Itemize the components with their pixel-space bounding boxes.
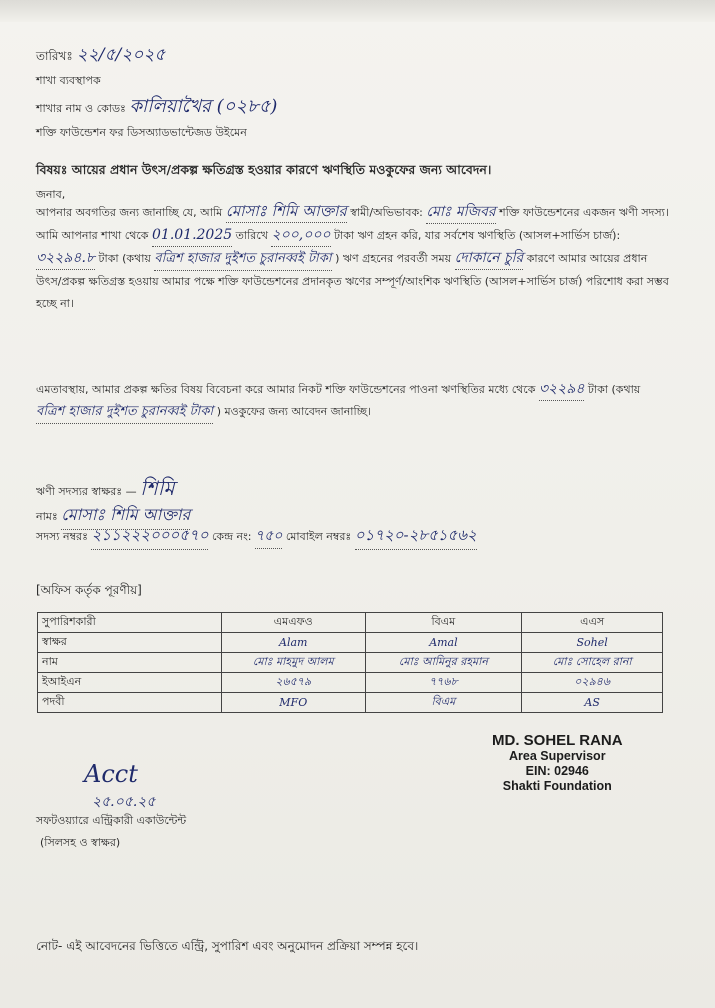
guardian-name: মোঃ মজিবর bbox=[426, 201, 495, 224]
p2-text-a: এমতাবস্থায়, আমার প্রকল্প ক্ষতির বিষয় বিবেচনা করে আমার নিকট শক্তি ফাউন্ডেশনের পাওনা ঋণস্থিতির মধ্যে থেকে bbox=[36, 383, 536, 396]
row-label: পদবী bbox=[38, 693, 222, 713]
branch-line bbox=[36, 92, 277, 123]
accountant-signature: Acct bbox=[84, 760, 138, 788]
stamp-ein: EIN: 02946 bbox=[525, 764, 589, 778]
manager-line: শাখা ব্যবস্থাপক bbox=[36, 74, 101, 87]
accountant-date: ২৫.০৫.২৫ bbox=[92, 794, 156, 810]
area-supervisor-stamp bbox=[492, 732, 623, 794]
body-paragraph-1 bbox=[36, 200, 676, 315]
table-row bbox=[38, 653, 663, 673]
table-cell: মোঃ আমিনুর রহমান bbox=[365, 653, 522, 673]
member-signature-label: ঋণী সদস্যর স্বাক্ষরঃ — bbox=[36, 485, 137, 498]
table-row bbox=[38, 693, 663, 713]
stamp-title: Area Supervisor bbox=[508, 749, 606, 763]
org-line: শক্তি ফাউন্ডেশন ফর ডিসঅ্যাডভান্টেজড উইমেন bbox=[36, 126, 247, 139]
stamp-name: MD. SOHEL RANA bbox=[492, 732, 623, 749]
table-cell: মোঃ মাহমুদ আলম bbox=[222, 653, 366, 673]
table-cell: মোঃ সোহেল রানা bbox=[522, 653, 663, 673]
p1-text-e: টাকা ঋণ গ্রহন করি, যার সর্বশেষ ঋণস্থিতি (আসল+সার্ভিস চার্জ): bbox=[334, 229, 621, 242]
table-cell: Sohel bbox=[522, 633, 663, 653]
p1-text-c: শক্তি ফাউন্ডেশনের একজন ঋণী সদস্য। আমি আপনার শাখা থেকে bbox=[36, 206, 669, 242]
table-cell: MFO bbox=[222, 693, 366, 713]
office-table bbox=[37, 612, 663, 713]
subject: বিষয়ঃ আয়ের প্রধান উৎস/প্রকল্প ক্ষতিগ্রস্ত হওয়ার কারণে ঋণস্থিতি মওকুফের জন্য আবেদন। bbox=[36, 162, 492, 177]
waive-words: বত্রিশ হাজার দুইশত চুরানব্বই টাকা bbox=[36, 401, 213, 424]
table-cell: বিএম bbox=[365, 693, 522, 713]
salutation: জনাব, bbox=[36, 188, 66, 201]
table-header-row bbox=[38, 613, 663, 633]
table-header-cell: এমএফও bbox=[222, 613, 366, 633]
stamp-org: Shakti Foundation bbox=[502, 779, 612, 793]
member-id-line bbox=[36, 524, 477, 550]
table-cell: Amal bbox=[365, 633, 522, 653]
loan-amount: ২০০,০০০ bbox=[271, 224, 330, 247]
table-cell: ৭৭৬৮ bbox=[365, 673, 522, 693]
accountant-title: সফটওয়্যারে এন্ট্রিকারী একাউন্টেন্ট bbox=[36, 814, 187, 827]
table-cell: Alam bbox=[222, 633, 366, 653]
accountant-note: (সিলসহ ও স্বাক্ষর) bbox=[40, 836, 121, 849]
p1-text-b: স্বামী/অভিভাবক: bbox=[350, 206, 423, 219]
member-signature: শিমি bbox=[140, 476, 175, 500]
table-cell: AS bbox=[522, 693, 663, 713]
body-paragraph-2 bbox=[36, 378, 676, 424]
mobile-number: ০১৭২০-২৮৫১৫৬২ bbox=[355, 524, 477, 550]
p1-text-g: ) ঋণ গ্রহনের পরবর্তী সময় bbox=[335, 252, 452, 265]
p1-text-f: টাকা (কথায় bbox=[98, 252, 151, 265]
center-number: ৭৫০ bbox=[255, 524, 282, 549]
table-header-cell: এএস bbox=[522, 613, 663, 633]
footnote: নোট- এই আবেদনের ভিত্তিতে এন্ট্রি, সুপারিশ এবং অনুমোদন প্রক্রিয়া সম্পন্ন হবে। bbox=[36, 939, 419, 953]
paper-fold-shadow bbox=[0, 0, 715, 22]
loan-balance: ৩২২৯৪.৮ bbox=[36, 247, 95, 270]
date-value: ২২/৫/২০২৫ bbox=[76, 45, 166, 65]
row-label: ইআইএন bbox=[38, 673, 222, 693]
p2-text-b: টাকা (কথায় bbox=[587, 383, 641, 396]
p2-text-c: ) মওকুফের জন্য আবেদন জানাচ্ছি। bbox=[216, 405, 371, 418]
center-label: কেন্দ্র নং: bbox=[211, 530, 252, 543]
damage-reason: দোকানে চুরি bbox=[455, 247, 524, 270]
p1-text-d: তারিখে bbox=[235, 229, 268, 242]
table-row bbox=[38, 633, 663, 653]
member-name: মোসাঃ শিমি আক্তার bbox=[61, 502, 190, 530]
waive-amount: ৩২২৯৪ bbox=[539, 378, 584, 401]
row-label: স্বাক্ষর bbox=[38, 633, 222, 653]
member-id: ২১১২২২০০০৫৭০ bbox=[91, 524, 208, 550]
applicant-name: মোসাঃ শিমি আক্তার bbox=[226, 200, 347, 223]
date-line bbox=[36, 42, 165, 70]
office-heading: [অফিস কর্তৃক পূরণীয়] bbox=[36, 583, 142, 597]
member-name-label: নামঃ bbox=[36, 510, 58, 523]
table-cell: ০২৯৪৬ bbox=[522, 673, 663, 693]
table-header-cell: বিএম bbox=[365, 613, 522, 633]
branch-value: কালিয়াখৈর (০২৮৫) bbox=[129, 96, 278, 117]
branch-label: শাখার নাম ও কোডঃ bbox=[36, 102, 126, 115]
loan-date: 01.01.2025 bbox=[152, 224, 232, 247]
table-header-cell: সুপারিশকারী bbox=[38, 613, 222, 633]
p1-text-a: আপনার অবগতির জন্য জানাচ্ছি যে, আমি bbox=[36, 206, 223, 219]
table-cell: ২৬৫৭৯ bbox=[222, 673, 366, 693]
member-id-label: সদস্য নম্বরঃ bbox=[36, 530, 88, 543]
table-row bbox=[38, 673, 663, 693]
row-label: নাম bbox=[38, 653, 222, 673]
p1-text-h: কারণে আমার আয়ের প্রধান উৎস/প্রকল্প ক্ষতিগ্রস্ত হওয়ায় আমার পক্ষে শক্তি ফাউন্ডেশনের প্রদানকৃত ঋণের সম্পূর্ণ/আংশিক ঋণস্থিতি (আসল+সার্ভিস চার্জ) পরিশোধ করা সম্ভব হচ্ছে না। bbox=[36, 252, 669, 310]
balance-words: বত্রিশ হাজার দুইশত চুরানব্বই টাকা bbox=[154, 248, 331, 271]
mobile-label: মোবাইল নম্বরঃ bbox=[285, 530, 352, 543]
date-label: তারিখঃ bbox=[36, 49, 73, 63]
